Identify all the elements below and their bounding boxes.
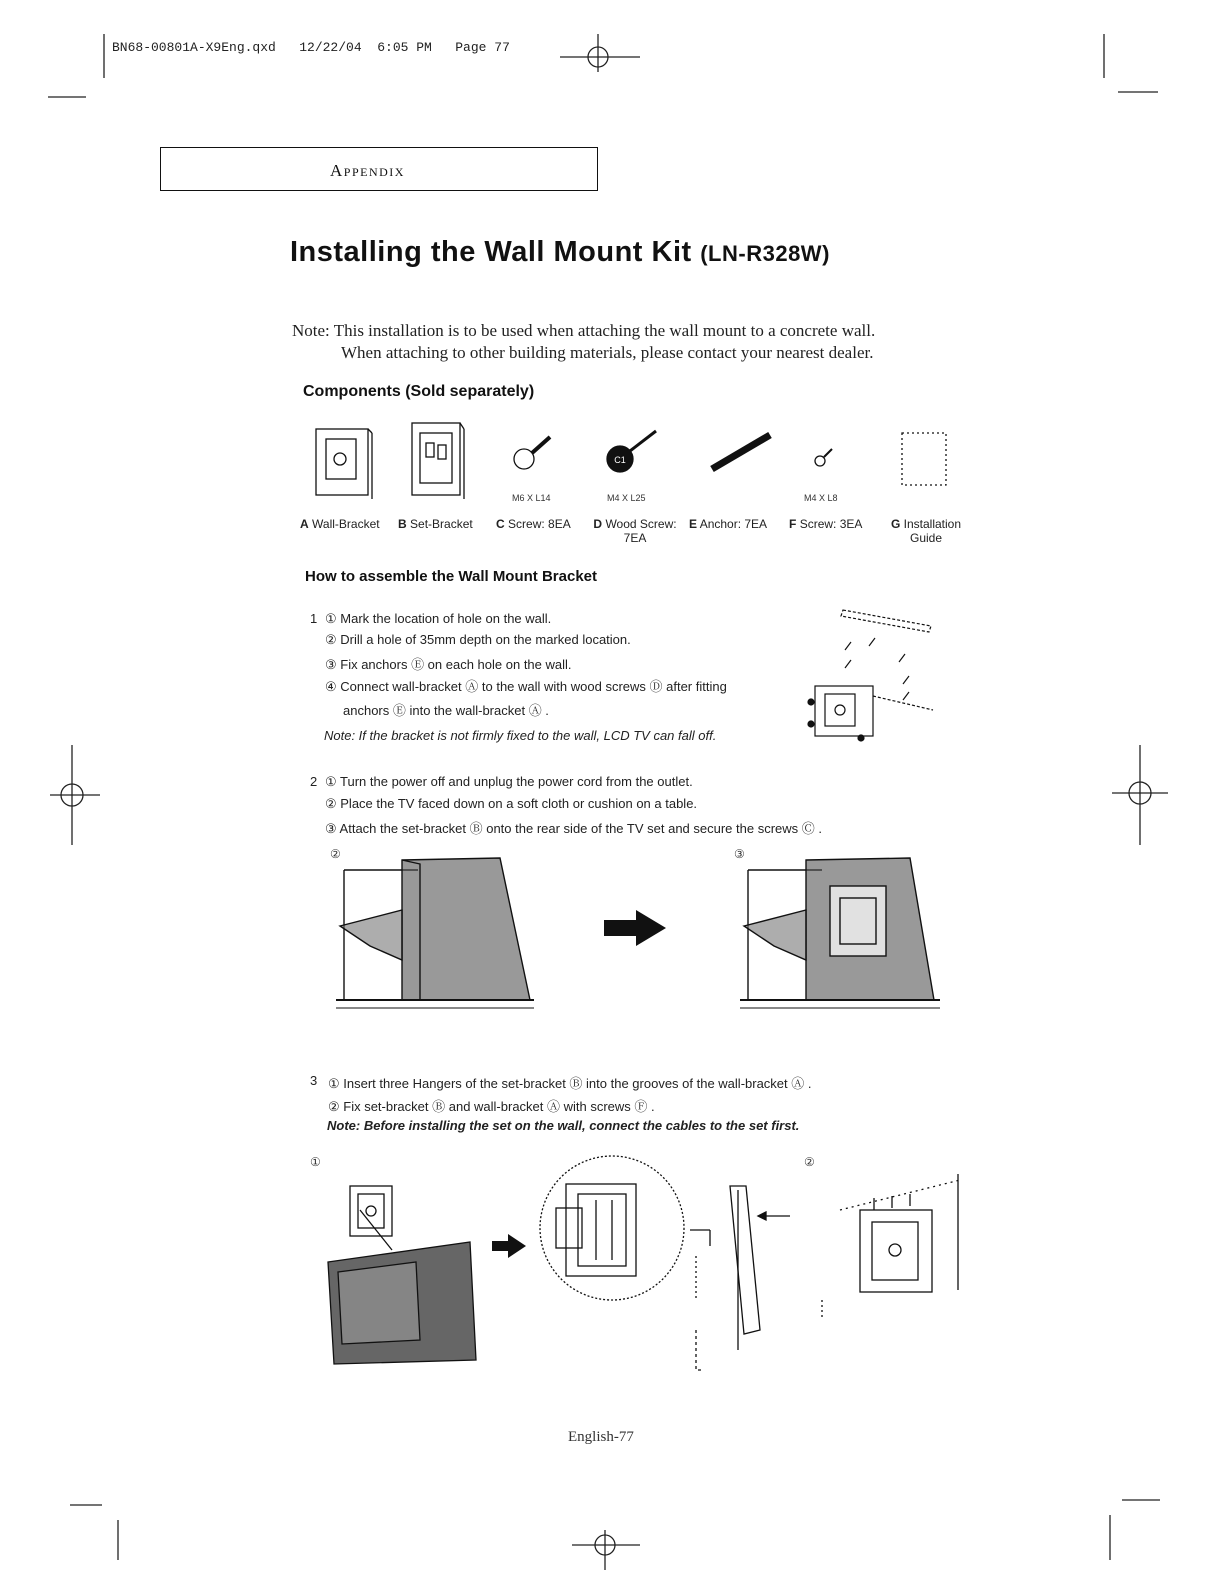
step-1-number: 1 [310, 611, 318, 626]
step-1-note: Note: If the bracket is not firmly fixed to the wall, LCD TV can fall off. [324, 728, 717, 743]
anchor-illustration [712, 435, 770, 469]
spec-screw-m4: M4 X L8 [804, 493, 838, 503]
page-footer: English-77 [568, 1429, 634, 1445]
step-1-line-5: anchors Ⓔ into the wall-bracket Ⓐ . [343, 703, 549, 718]
brackets-and-tv [328, 1186, 476, 1364]
step-1-line-1: ① Mark the location of hole on the wall. [325, 611, 552, 626]
title-main: Installing the Wall Mount Kit [290, 236, 692, 268]
step-2-illustrations [330, 850, 950, 1050]
step-3-illustrations [320, 1150, 980, 1390]
bullet-b: B [398, 517, 407, 531]
step-1-line-4: ④ Connect wall-bracket Ⓐ to the wall with wood screws Ⓓ after fitting [325, 679, 727, 694]
component-anchor: E Anchor: 7EA [689, 517, 768, 531]
step-2-figure-right-label: ③ [734, 847, 745, 861]
bullet-g: G [890, 517, 901, 531]
step-3-line-1: ① Insert three Hangers of the set-bracket Ⓑ into the grooves of the wall-bracket Ⓐ . [328, 1076, 812, 1091]
mounted-brackets [822, 1174, 960, 1320]
title-model: (LN-R328W) [700, 241, 830, 266]
bullet-c: C [496, 517, 505, 531]
step-2-figure-left-label: ② [330, 847, 341, 861]
tv-face-down-left [336, 858, 534, 1008]
side-view [690, 1186, 790, 1370]
step-2-line-2: ② Place the TV faced down on a soft cloth or cushion on a table. [325, 796, 698, 811]
components-heading: Components (Sold separately) [303, 383, 535, 400]
step-3-arrow-right [492, 1234, 526, 1258]
component-set-bracket: B Set-Bracket [398, 517, 473, 531]
note-line-1: Note: This installation is to be used when attaching the wall mount to a concrete wall. [292, 321, 876, 340]
component-wall-bracket: A Wall-Bracket [300, 517, 380, 531]
step-2-line-1: ① Turn the power off and unplug the power cord from the outlet. [325, 774, 693, 789]
step-2-number: 2 [310, 774, 318, 789]
page-title [290, 236, 830, 269]
svg-text:C1: C1 [614, 455, 626, 465]
bullet-d: D [593, 517, 603, 531]
tv-face-down-right [740, 858, 940, 1008]
component-illustrations [300, 415, 1000, 505]
screw-m4-illustration [815, 449, 832, 466]
wall-bracket-illustration [316, 429, 372, 499]
step-1-line-2: ② Drill a hole of 35mm depth on the marked location. [325, 632, 631, 647]
installation-guide-illustration [902, 433, 946, 485]
step-3-figure-left-label: ① [310, 1155, 321, 1169]
component-installation-guide: G Installation Guide [890, 517, 962, 545]
step-3-line-2: ② Fix set-bracket Ⓑ and wall-bracket Ⓐ with screws Ⓕ . [328, 1099, 655, 1114]
step-arrow [604, 910, 666, 946]
spec-wood-screw: M4 X L25 [607, 493, 646, 503]
step-1-illustration [795, 606, 945, 746]
section-label: Appendix [330, 161, 405, 180]
component-wood-screw: D Wood Screw: 7EA [593, 517, 677, 545]
spec-screw-m6: M6 X L14 [512, 493, 551, 503]
component-screw-8ea: C Screw: 8EA [496, 517, 571, 531]
bullet-a: A [300, 517, 309, 531]
note-line-2: When attaching to other building materials, please contact your nearest dealer. [341, 343, 874, 362]
bullet-f: F [789, 517, 797, 531]
step-1-line-3: ③ Fix anchors Ⓔ on each hole on the wall. [325, 657, 572, 672]
screw-m6-illustration [514, 437, 550, 469]
step-2-line-3: ③ Attach the set-bracket Ⓑ onto the rear side of the TV set and secure the screws Ⓒ . [325, 821, 822, 836]
file-info: BN68-00801A-X9Eng.qxd 12/22/04 6:05 PM Page 77 [112, 40, 510, 55]
component-screw-3ea: F Screw: 3EA [789, 517, 863, 531]
bullet-e: E [689, 517, 698, 531]
step-3-note: Note: Before installing the set on the wall, connect the cables to the set first. [327, 1118, 800, 1133]
step-3-figure-right-label: ② [804, 1155, 815, 1169]
step-3-number: 3 [310, 1073, 318, 1088]
wood-screw-illustration [607, 431, 656, 472]
assembly-heading: How to assemble the Wall Mount Bracket [305, 568, 597, 585]
set-bracket-illustration [412, 423, 464, 499]
detail-brackets [556, 1184, 636, 1276]
